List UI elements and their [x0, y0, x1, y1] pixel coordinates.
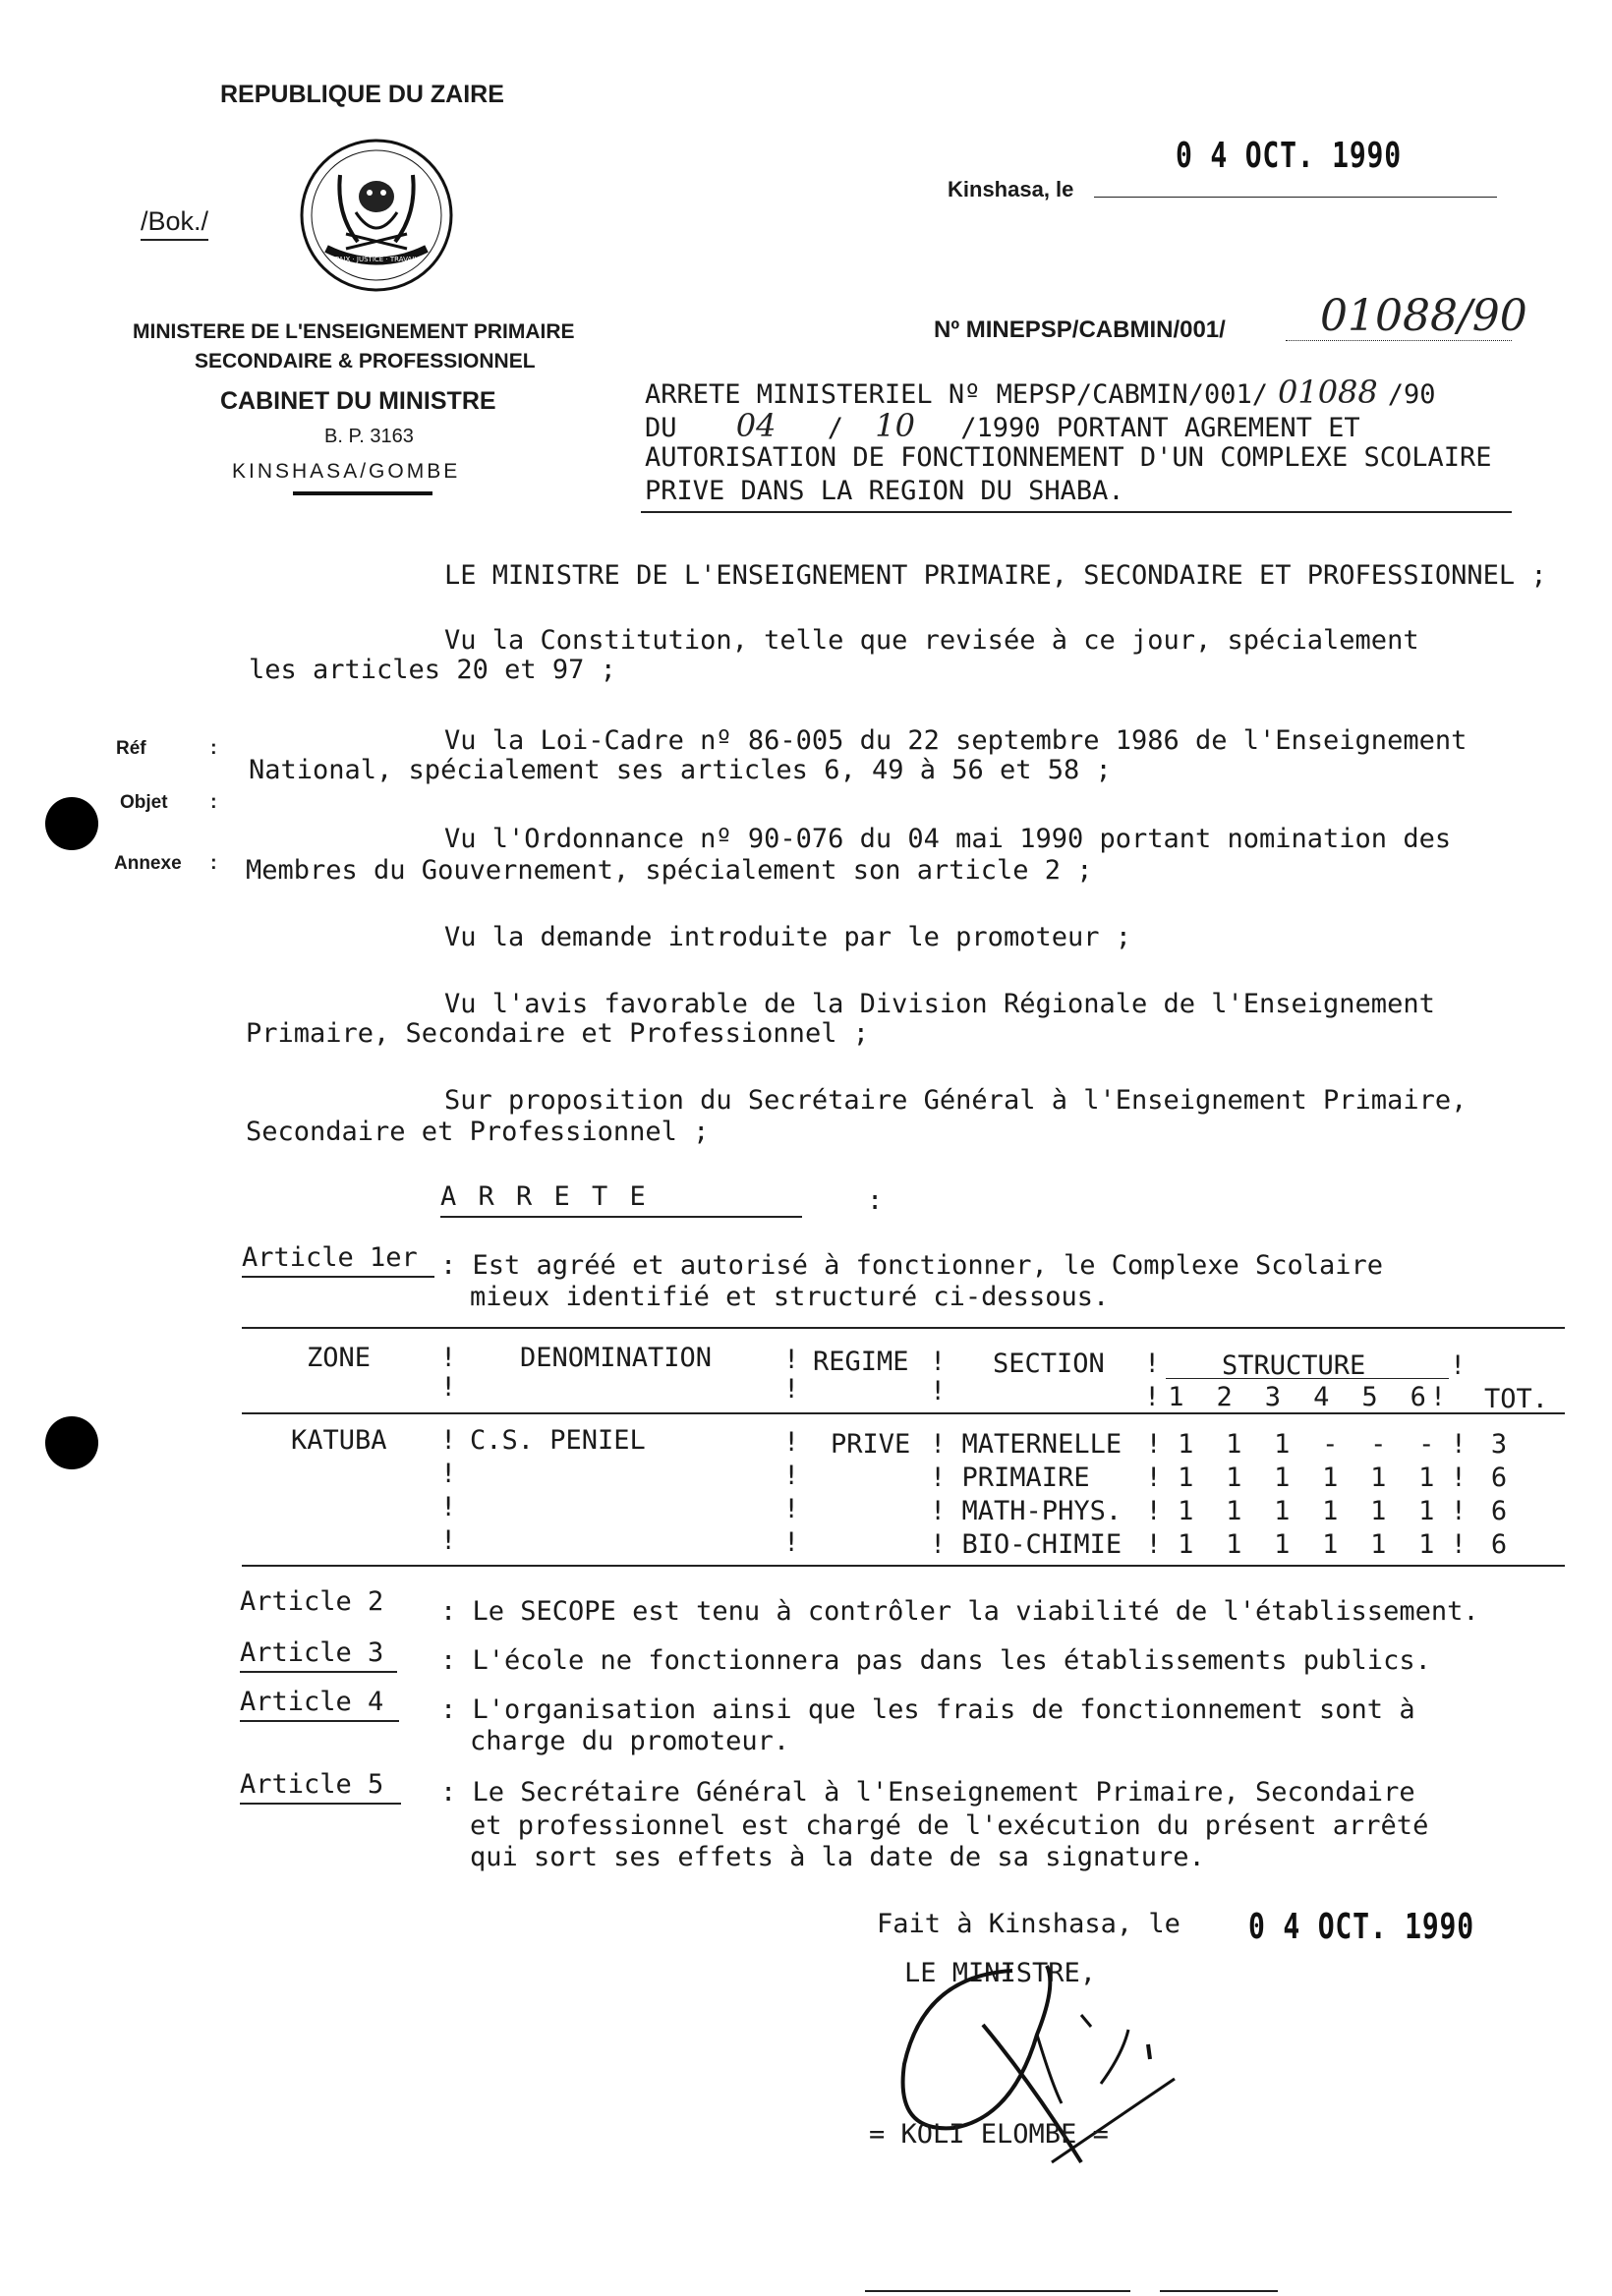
article-3-label: Article 3	[240, 1637, 397, 1673]
article-3-text: : L'école ne fonctionnera pas dans les établissements publics.	[440, 1645, 1431, 1676]
structure-cell: 1	[1322, 1529, 1339, 1560]
table-bottom-rule	[242, 1565, 1565, 1567]
bang-section: !	[1145, 1429, 1162, 1460]
level-5: 5	[1361, 1382, 1378, 1412]
national-emblem	[297, 136, 456, 295]
bang-section: !	[1145, 1496, 1162, 1526]
vu-avis-2: Primaire, Secondaire et Professionnel ;	[246, 1018, 869, 1049]
arrete-title-prefix: ARRETE MINISTERIEL Nº MEPSP/CABMIN/001/	[645, 379, 1268, 410]
bang-zone: !	[440, 1492, 457, 1522]
bang-regime: !	[930, 1429, 947, 1460]
dateline-rule	[1094, 197, 1497, 198]
structure-cell: 1	[1370, 1496, 1387, 1526]
section-row-maternelle	[930, 1429, 1531, 1460]
structure-cell: 1	[1178, 1429, 1194, 1460]
arrete-title-line1	[645, 373, 1436, 411]
objet-label: Objet	[120, 792, 168, 813]
minister-name: = KOLI ELOMBE =	[869, 2119, 1109, 2150]
punch-hole-dot-2	[45, 1416, 98, 1469]
total-cell: 6	[1490, 1496, 1508, 1526]
vu-ordonnance-1: Vu l'Ordonnance nº 90-076 du 04 mai 1990 portant nomination des	[444, 824, 1452, 854]
total-cell: 3	[1490, 1429, 1508, 1460]
table-row	[440, 1459, 456, 1489]
article-5-text-2: et professionnel est chargé de l'exécution du présent arrêté	[470, 1810, 1429, 1841]
minister-title: LE MINISTRE,	[904, 1958, 1097, 1988]
city-gombe: KINSHASA/GOMBE	[232, 460, 461, 483]
vu-ordonnance-2: Membres du Gouvernement, spécialement son article 2 ;	[246, 855, 1093, 886]
table-row	[440, 1525, 456, 1556]
bottom-rule-2	[1160, 2290, 1278, 2292]
header-bang-5b: !	[1429, 1382, 1447, 1412]
bang-structure: !	[1450, 1496, 1468, 1526]
vu-constitution-2: les articles 20 et 97 ;	[249, 655, 616, 685]
bang-regime: !	[930, 1496, 947, 1526]
cell-denomination: C.S. PENIEL	[470, 1425, 646, 1456]
structure-cell: 1	[1226, 1463, 1242, 1493]
section-name: BIO-CHIMIE	[961, 1529, 1123, 1560]
arrete-month-hand: 10	[875, 407, 916, 444]
annexe-colon: :	[210, 852, 217, 874]
date-stamp-bottom: 0 4 OCT. 1990	[1248, 1907, 1474, 1947]
structure-cell: 1	[1370, 1529, 1387, 1560]
header-regime: REGIME	[813, 1347, 909, 1377]
arrete-colon: :	[867, 1185, 884, 1216]
ref-colon: :	[210, 737, 217, 759]
reference-initials: /Bok./	[141, 206, 208, 241]
vu-loi-cadre-2: National, spécialement ses articles 6, 49 à 56 et 58 ;	[249, 755, 1112, 785]
level-3: 3	[1264, 1382, 1282, 1412]
header-bang-3a: !	[930, 1347, 947, 1377]
header-bang-4b: !	[1144, 1382, 1161, 1412]
article-5-label: Article 5	[240, 1769, 401, 1805]
table-row	[440, 1425, 456, 1456]
structure-cell: 1	[1418, 1529, 1435, 1560]
bang-regime: !	[930, 1529, 947, 1560]
number-label: Nº MINEPSP/CABMIN/001/	[934, 316, 1226, 343]
structure-cell: -	[1370, 1429, 1387, 1460]
section-row-primaire	[930, 1463, 1531, 1493]
header-levels	[1144, 1382, 1446, 1412]
table-top-rule	[242, 1327, 1565, 1329]
table-header-rule	[242, 1412, 1565, 1414]
structure-cell: 1	[1418, 1496, 1435, 1526]
arrete-title-line2-rest: /1990 PORTANT AGREMENT ET	[960, 413, 1360, 443]
arrete-heading: A R R E T E	[440, 1181, 802, 1218]
article-5-text-1: : Le Secrétaire Général à l'Enseignement Primaire, Secondaire	[440, 1777, 1415, 1808]
structure-cell: 1	[1274, 1529, 1291, 1560]
arrete-title-line2: DU 04 / 10 /1990 PORTANT AGREMENT ET	[645, 407, 1360, 444]
header-denomination: DENOMINATION	[520, 1343, 713, 1373]
structure-cell: 1	[1274, 1496, 1291, 1526]
vu-constitution-1: Vu la Constitution, telle que revisée à ce jour, spécialement	[444, 625, 1419, 656]
total-cell: 6	[1490, 1529, 1508, 1560]
sur-proposition-2: Secondaire et Professionnel ;	[246, 1117, 710, 1147]
level-6: 6	[1410, 1382, 1426, 1412]
structure-cell: 1	[1418, 1463, 1435, 1493]
number-handwritten: 01088/90	[1320, 291, 1527, 341]
structure-cell: 1	[1274, 1463, 1291, 1493]
postal-box: B. P. 3163	[324, 426, 414, 447]
ministry-line1: MINISTERE DE L'ENSEIGNEMENT PRIMAIRE	[133, 320, 575, 343]
section-row-math-phys	[930, 1496, 1531, 1526]
arrete-day-hand: 04	[735, 407, 777, 444]
fait-a-kinshasa: Fait à Kinshasa, le	[877, 1909, 1180, 1939]
vu-avis-1: Vu l'avis favorable de la Division Régionale de l'Enseignement	[444, 989, 1435, 1019]
article-4-text-2: charge du promoteur.	[470, 1726, 790, 1756]
cell-zone: KATUBA	[291, 1425, 387, 1456]
structure-cell: 1	[1370, 1463, 1387, 1493]
structure-cell: 1	[1322, 1463, 1339, 1493]
arrete-number-hand: 01088	[1277, 373, 1378, 411]
minister-heading: LE MINISTRE DE L'ENSEIGNEMENT PRIMAIRE, SECONDAIRE ET PROFESSIONNEL ;	[444, 560, 1547, 591]
sur-proposition-1: Sur proposition du Secrétaire Général à l'Enseignement Primaire,	[444, 1085, 1468, 1116]
cabinet-title: CABINET DU MINISTRE	[220, 387, 496, 415]
level-1: 1	[1168, 1382, 1184, 1412]
bang-denom-4: !	[783, 1527, 800, 1558]
section-name: PRIMAIRE	[961, 1463, 1090, 1493]
structure-cell: 1	[1178, 1529, 1194, 1560]
bang-denom-1: !	[783, 1427, 800, 1458]
dateline-label: Kinshasa, le	[948, 177, 1074, 201]
header-bang-1b: !	[440, 1372, 457, 1403]
article-2-label: Article 2	[240, 1586, 384, 1617]
table-row	[440, 1492, 456, 1522]
title-block-rule	[641, 511, 1512, 513]
bang-zone: !	[440, 1425, 457, 1456]
level-4: 4	[1313, 1382, 1330, 1412]
structure-cell: 1	[1178, 1496, 1194, 1526]
vu-demande: Vu la demande introduite par le promoteur ;	[444, 922, 1131, 952]
level-2: 2	[1216, 1382, 1233, 1412]
bang-section: !	[1145, 1463, 1162, 1493]
arrete-title-suffix: /90	[1387, 379, 1436, 410]
structure-cell: 1	[1226, 1529, 1242, 1560]
bang-structure: !	[1450, 1529, 1468, 1560]
article-2-text: : Le SECOPE est tenu à contrôler la viabilité de l'établissement.	[440, 1596, 1479, 1627]
article-1-label: Article 1er	[242, 1242, 434, 1278]
header-structure: STRUCTURE	[1222, 1350, 1366, 1381]
section-row-bio-chimie	[930, 1529, 1531, 1560]
country-title: REPUBLIQUE DU ZAIRE	[220, 81, 504, 108]
annexe-label: Annexe	[114, 853, 182, 874]
article-1-text-2: mieux identifié et structuré ci-dessous.	[470, 1282, 1110, 1312]
structure-cell: 1	[1322, 1496, 1339, 1526]
structure-cell: -	[1322, 1429, 1339, 1460]
ref-label: Réf	[116, 738, 146, 759]
header-bang-2a: !	[783, 1345, 800, 1375]
total-cell: 6	[1490, 1463, 1508, 1493]
header-bang-1a: !	[440, 1343, 457, 1373]
structure-underline	[1166, 1378, 1449, 1379]
bang-zone: !	[440, 1525, 457, 1556]
bang-regime: !	[930, 1463, 947, 1493]
arrete-title-line3: AUTORISATION DE FONCTIONNEMENT D'UN COMPLEXE SCOLAIRE	[645, 442, 1492, 473]
bang-denom-2: !	[783, 1461, 800, 1491]
arrete-title-line4: PRIVE DANS LA REGION DU SHABA.	[645, 476, 1124, 506]
punch-hole-dot-1	[45, 797, 98, 850]
header-zone: ZONE	[307, 1343, 372, 1373]
signature-mark	[865, 1936, 1199, 2192]
structure-cell: 1	[1274, 1429, 1291, 1460]
header-bang-4a: !	[1144, 1349, 1161, 1379]
bang-structure: !	[1450, 1463, 1468, 1493]
bottom-rule	[865, 2290, 1130, 2292]
header-bang-3b: !	[930, 1376, 947, 1406]
objet-colon: :	[210, 791, 217, 813]
structure-cell: 1	[1226, 1496, 1242, 1526]
bang-structure: !	[1450, 1429, 1468, 1460]
structure-cell: -	[1418, 1429, 1435, 1460]
article-4-label: Article 4	[240, 1687, 399, 1722]
city-underline	[293, 491, 432, 495]
structure-cell: 1	[1178, 1463, 1194, 1493]
header-bang-5a: !	[1450, 1350, 1467, 1381]
ministry-line2: SECONDAIRE & PROFESSIONNEL	[195, 350, 536, 373]
article-4-text-1: : L'organisation ainsi que les frais de fonctionnement sont à	[440, 1694, 1415, 1725]
emblem-motto: PAIX · JUSTICE · TRAVAIL	[334, 256, 419, 263]
vu-loi-cadre-1: Vu la Loi-Cadre nº 86-005 du 22 septembre 1986 de l'Enseignement	[444, 725, 1468, 756]
arrete-du-label: DU	[645, 413, 677, 443]
bang-zone: !	[440, 1459, 457, 1489]
cell-regime: PRIVE	[831, 1429, 911, 1460]
bang-section: !	[1145, 1529, 1162, 1560]
article-5-text-3: qui sort ses effets à la date de sa signature.	[470, 1842, 1205, 1872]
structure-cell: 1	[1226, 1429, 1242, 1460]
section-name: MATERNELLE	[961, 1429, 1123, 1460]
header-total: TOT.	[1484, 1384, 1549, 1414]
bang-denom-3: !	[783, 1494, 800, 1524]
header-section: SECTION	[993, 1349, 1105, 1379]
section-name: MATH-PHYS.	[961, 1496, 1123, 1526]
date-stamp-top: 0 4 OCT. 1990	[1176, 136, 1402, 176]
article-1-text-1: : Est agréé et autorisé à fonctionner, le Complexe Scolaire	[440, 1250, 1384, 1281]
header-bang-2b: !	[783, 1374, 800, 1405]
